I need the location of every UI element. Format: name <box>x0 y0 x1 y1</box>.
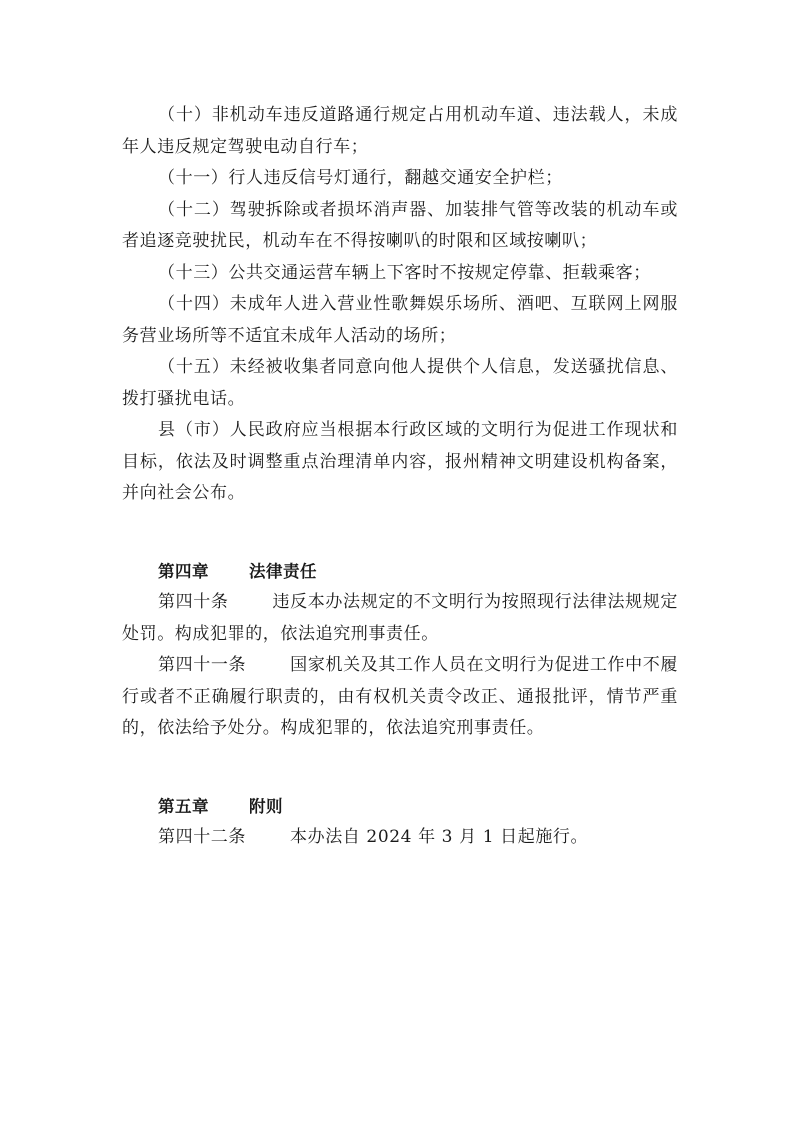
document-body <box>122 100 678 854</box>
list-item-15: （十五）未经被收集者同意向他人提供个人信息，发送骚扰信息、拨打骚扰电话。 <box>122 357 678 409</box>
article-40-text: 违反本办法规定的不文明行为按照现行法律法规规定处罚。构成犯罪的，依法追究刑事责任。 <box>122 592 678 644</box>
closing-paragraph: 县（市）人民政府应当根据本行政区域的文明行为促进工作现状和目标，依法及时调整重点治理清单内容，报州精神文明建设机构备案，并向社会公布。 <box>122 420 678 503</box>
article-41 <box>122 650 678 745</box>
article-41-number: 第四十一条 <box>158 655 247 675</box>
article-40-number: 第四十条 <box>158 592 229 612</box>
list-item-11: （十一）行人违反信号灯通行，翻越交通安全护栏； <box>158 168 563 188</box>
chapter-4-number: 第四章 <box>158 561 209 581</box>
chapter-5-number: 第五章 <box>158 796 209 816</box>
list-item-10: （十）非机动车违反道路通行规定占用机动车道、违法载人，未成年人违反规定驾驶电动自行车； <box>122 105 678 157</box>
article-42-number: 第四十二条 <box>158 827 246 847</box>
article-41-text: 国家机关及其工作人员在文明行为促进工作中不履行或者不正确履行职责的，由有权机关责令改正、通报批评，情节严重的，依法给予处分。构成犯罪的，依法追究刑事责任。 <box>122 655 679 738</box>
chapter-4-title: 法律责任 <box>249 561 317 581</box>
chapter-5-heading <box>122 791 678 823</box>
section-spacer <box>122 745 678 791</box>
list-item-13: （十三）公共交通运营车辆上下客时不按规定停靠、拒载乘客； <box>158 262 651 283</box>
list-item-14: （十四）未成年人进入营业性歌舞娱乐场所、酒吧、互联网上网服务营业场所等不适宜未成年人活动的场所； <box>122 294 678 346</box>
chapter-4-heading <box>122 556 678 588</box>
article-42 <box>122 822 678 854</box>
article-42-text: 本办法自 2024 年 3 月 1 日起施行。 <box>290 827 589 847</box>
list-item-12: （十二）驾驶拆除或者损坏消声器、加装排气管等改装的机动车或者追逐竞驶扰民，机动车在不得按喇叭的时限和区域按喇叭； <box>122 199 678 251</box>
chapter-5-title: 附则 <box>249 796 283 816</box>
section-spacer <box>122 510 678 556</box>
article-40 <box>122 587 678 650</box>
